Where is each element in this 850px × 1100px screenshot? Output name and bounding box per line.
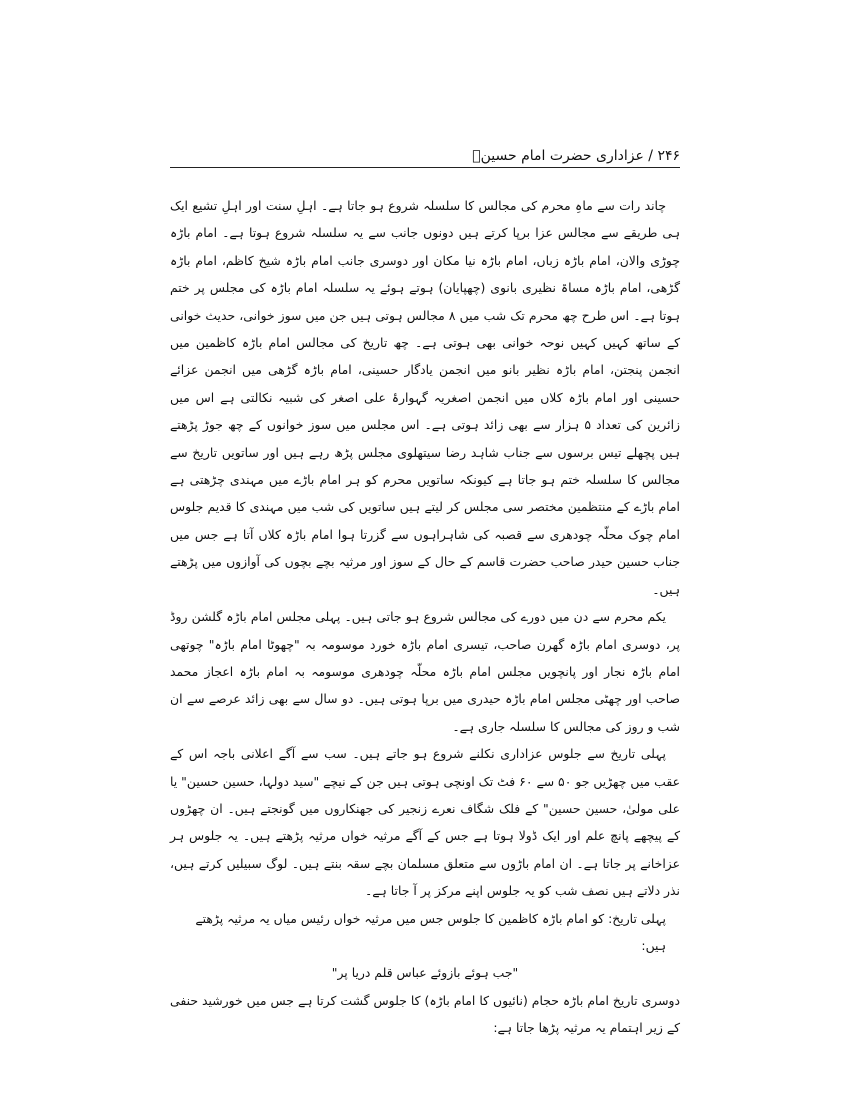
header-separator: / (648, 148, 653, 164)
paragraph-processions: پہلی تاریخ سے جلوس عزاداری نکلنے شروع ہو جاتے ہیں۔ سب سے آگے اعلانی باجہ اس کے عقب میں چھڑیں جو ۵۰ سے ۶۰ فٹ تک اونچی ہوتی ہیں جن کے نیچے "سید دولہا، حسین حسین" یا علی مولیٰ، حسین حسین" کے فلک شگاف نعرے زنجیر کی جھنکاروں میں گونجتے ہیں۔ ان چھڑوں کے پیچھے پانچ علم اور ایک ڈولا ہوتا ہے جس کے آگے مرثیہ خواں مرثیہ پڑھتے ہیں۔ یہ جلوس ہر عزاخانے پر جاتا ہے۔ ان امام باڑوں سے متعلق مسلمان بچے سقہ بنتے ہیں۔ لوگ سبیلیں کرتے ہیں، نذر دلاتے ہیں نصف شب کو یہ جلوس اپنے مرکز پر آ جاتا ہے۔ (170, 746, 680, 899)
book-title: عزاداری حضرت امام حسینؑ (472, 148, 644, 164)
header-text (472, 147, 680, 165)
paragraph-second-date: دوسری تاریخ امام باڑہ حجام (نائیوں کا امام باڑہ) کا جلوس گشت کرتا ہے جس میں خورشید حنفی کے زیر اہتمام یہ مرثیہ پڑھا جاتا ہے: (170, 992, 680, 1036)
page-number: ۲۴۶ (657, 148, 680, 164)
running-header (170, 147, 680, 171)
body-text (170, 192, 680, 1042)
paragraph-daytime-majalis: یکم محرم سے دن میں دورے کی مجالس شروع ہو جاتی ہیں۔ پہلی مجلس امام باڑہ گلشن روڈ پر، دوسری امام باڑہ گھرن صاحب، تیسری امام باڑہ خورد موسومہ بہ "چھوٹا امام باڑہ" چوتھی امام باڑہ نجار اور پانچویں مجلس امام باڑہ محلّہ چودھری موسومہ بہ امام باڑہ اعجاز محمد صاحب اور چھٹی مجلس امام باڑہ حیدری میں برپا ہوتی ہیں۔ دو سال سے بھی زائد عرصے سے ان شب و روز کی مجالس کا سلسلہ جاری ہے۔ (170, 609, 680, 734)
paragraph-moharram-majalis: چاند رات سے ماہِ محرم کی مجالس کا سلسلہ شروع ہو جاتا ہے۔ اہلِ سنت اور اہلِ تشیع ایک ہی طریقے سے مجالس عزا برپا کرتے ہیں دونوں جانب سے یہ سلسلہ شروع ہوتا ہے۔ امام باڑہ چوڑی والان، امام باڑہ زباں، امام باڑہ نیا مکان اور دوسری جانب امام باڑہ شیخ کاظم، امام باڑہ گڑھی، امام باڑہ مساۃ نظیری بانوی (چھپایان) ہوتے ہوئے یہ سلسلہ امام باڑہ کی مجلس پر ختم ہوتا ہے۔ اس طرح چھ محرم تک شب میں ۸ مجالس ہوتی ہیں جن میں سوز خوانی، حدیث خوانی کے ساتھ کہیں کہیں نوحہ خوانی بھی ہوتی ہے۔ چھ تاریخ کی مجالس امام باڑہ کاظمین میں انجمن پنجتن، امام باڑہ نظیر بانو میں انجمن یادگار حسینی، امام باڑہ گڑھی میں انجمن عزائے حسینی اور امام باڑہ کلاں میں انجمن اصغریہ گہوارۂ علی اصغر کی شبیہ نکالتی ہے اس میں زائرین کی تعداد ۵ ہزار سے بھی زائد ہوتی ہے۔ اس مجلس میں سوز خوانوں کے چھ جوڑ پڑھتے ہیں پچھلے تیس برسوں سے جناب شاہد رضا سیتھلوی مجلس پڑھ رہے ہیں اور ساتویں تاریخ سے مجالس کا سلسلہ ختم ہو جاتا ہے کیونکہ ساتویں محرم کو ہر امام باڑے میں مہندی چڑھتی ہے امام باڑے کے منتظمین مختصر سی مجلس کر لیتے ہیں ساتویں کی شب میں مہندی کا قدیم جلوس امام چوک محلّہ چودھری سے قصبہ کی شاہراہوں سے گزرتا ہوا امام باڑہ کلاں آتا ہے جس میں جناب حسین حیدر صاحب حضرت قاسم کے حال کے سوز اور مرثیہ بچے بچوں کی آوازوں میں پڑھتے ہیں۔ (170, 198, 680, 597)
paragraph-first-date: پہلی تاریخ: کو امام باڑہ کاظمین کا جلوس جس میں مرثیہ خواں رئیس میاں یہ مرثیہ پڑھتے ہیں: (195, 910, 666, 953)
header-rule (170, 167, 680, 168)
marsiya-verse: "جب ہوئے بازوئے عباس قلم دریا پر" (331, 965, 519, 981)
